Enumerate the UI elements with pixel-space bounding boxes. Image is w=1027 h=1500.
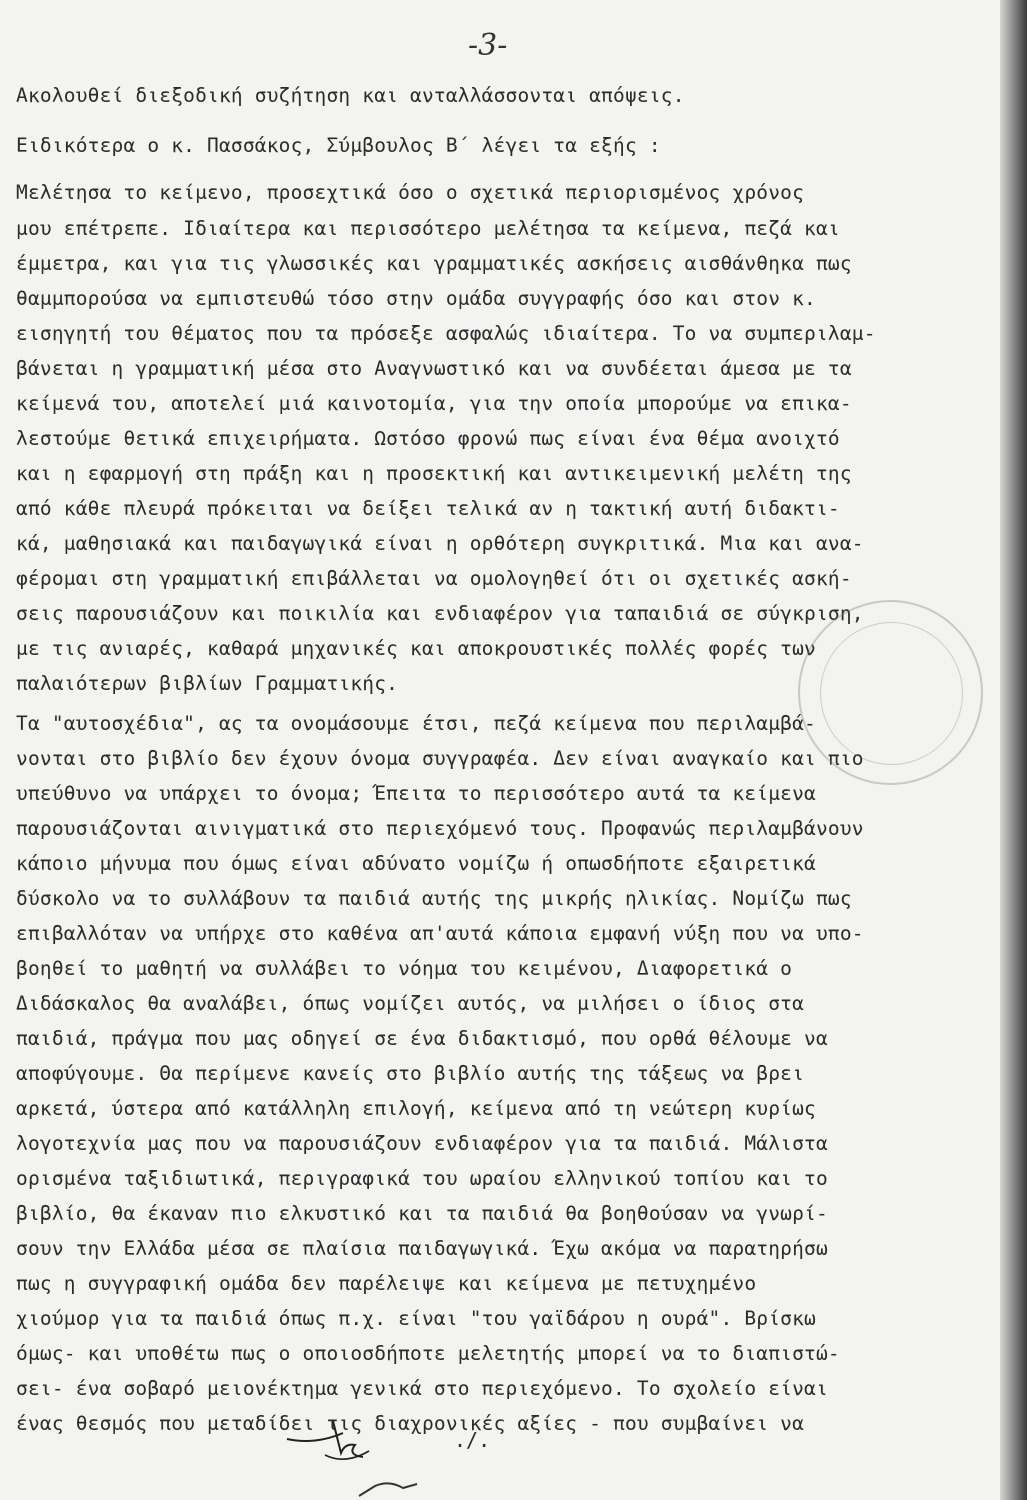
text-line: ορισμένα ταξιδιωτικά, περιγραφικά του ωραίου ελληνικού τοπίου και το [16,1167,828,1190]
text-line: βάνεται η γραμματική μέσα στο Αναγνωστικό και να συνδέεται άμεσα με τα [16,357,852,380]
text-line: λογοτεχνία μας που να παρουσιάζουν ενδιαφέρον για τα παιδιά. Μάλιστα [16,1132,828,1155]
page-number: -3- [468,28,508,63]
text-line: Μελέτησα το κείμενο, προσεχτικά όσο ο σχετικά περιορισμένος χρόνος [16,181,805,204]
text-line: μου επέτρεπε. Ιδιαίτερα και περισσότερο μελέτησα τα κείμενα, πεζά και [16,217,840,240]
text-line: παιδιά, πράγμα που μας οδηγεί σε ένα διδακτισμό, που ορθά θέλουμε να [16,1027,828,1050]
text-line: κά, μαθησιακά και παιδαγωγικά είναι η ορθότερη συγκριτικά. Μια και ανα- [16,532,864,555]
text-line: εισηγητή του θέματος που τα πρόσεξε ασφαλώς ιδιαίτερα. Το να συμπεριλαμ- [16,322,876,345]
text-line: λεστούμε θετικά επιχειρήματα. Ωστόσο φρονώ πως είναι ένα θέμα ανοιχτό [16,427,840,450]
text-line: κείμενά του, αποτελεί μιά καινοτομία, για την οποία μπορούμε να επικα- [16,392,852,415]
text-line: και η εφαρμογή στη πράξη και η προσεκτική και αντικειμενική μελέτη της [16,462,852,485]
text-line: βιβλίο, θα έκαναν πιο ελκυστικό και τα παιδιά θα βοηθούσαν να γνωρί- [16,1202,828,1225]
text-line: φέρομαι στη γραμματική επιβάλλεται να ομολογηθεί ότι οι σχετικές ασκή- [16,567,852,590]
text-line: χιούμορ για τα παιδιά όπως π.χ. είναι "του γαϊδάρου η ουρά". Βρίσκω [16,1307,816,1330]
text-line: έμμετρα, και για τις γλωσσικές και γραμματικές ασκήσεις αισθάνθηκα πως [16,252,852,275]
text-line: από κάθε πλευρά πρόκειται να δείξει τελικά αν η τακτική αυτή διδακτι- [16,497,840,520]
seal-stamp [798,600,983,785]
text-line: σεις παρουσιάζουν και ποικιλία και ενδιαφέρον για ταπαιδιά σε σύγκριση, [16,602,864,625]
text-line: αποφύγουμε. Θα περίμενε κανείς στο βιβλίο αυτής της τάξεως να βρει [16,1062,805,1085]
text-line: με τις ανιαρές, καθαρά μηχανικές και αποκρουστικές πολλές φορές των [16,637,816,660]
text-line: πως η συγγραφική ομάδα δεν παρέλειψε και κείμενα με πετυχημένο [16,1272,757,1295]
text-line: υπεύθυνο να υπάρχει το όνομα; Έπειτα το περισσότερο αυτά τα κείμενα [16,782,816,805]
text-line: ένας θεσμός που μεταδίδει τις διαχρονικές αξίες - που συμβαίνει να [16,1412,805,1435]
text-line: Ειδικότερα ο κ. Πασσάκος, Σύμβουλος Β΄ λέγει τα εξής : [16,134,661,157]
text-line: παρουσιάζονται αινιγματικά στο περιεχόμενό τους. Προφανώς περιλαμβάνουν [16,817,864,840]
text-line: νονται στο βιβλίο δεν έχουν όνομα συγγραφέα. Δεν είναι αναγκαίο και πιο [16,747,864,770]
text-line: Ακολουθεί διεξοδική συζήτηση και ανταλλάσσονται απόψεις. [16,84,685,107]
end-mark: ./. [454,1428,491,1452]
signature [285,1415,375,1465]
text-line: δύσκολο να το συλλάβουν τα παιδιά αυτής της μικρής ηλικίας. Νομίζω πως [16,887,852,910]
text-line: Διδάσκαλος θα αναλάβει, όπως νομίζει αυτός, να μιλήσει ο ίδιος στα [16,992,805,1015]
text-line: Τα "αυτοσχέδια", ας τα ονομάσουμε έτσι, πεζά κείμενα που περιλαμβά- [16,712,816,735]
text-line: θαμμπορούσα να εμπιστευθώ τόσο στην ομάδα συγγραφής όσο και στον κ. [16,287,816,310]
handwritten-mark [355,1478,425,1500]
text-line: αρκετά, ύστερα από κατάλληλη επιλογή, κείμενα από τη νεώτερη κυρίως [16,1097,816,1120]
text-line: σουν την Ελλάδα μέσα σε πλαίσια παιδαγωγικά. Έχω ακόμα να παρατηρήσω [16,1237,828,1260]
text-line: όμως- και υποθέτω πως ο οποιοσδήποτε μελετητής μπορεί να το διαπιστώ- [16,1342,840,1365]
text-line: βοηθεί το μαθητή να συλλάβει το νόημα του κειμένου, Διαφορετικά ο [16,957,793,980]
text-line: παλαιότερων βιβλίων Γραμματικής. [16,672,399,695]
text-line: κάποιο μήνυμα που όμως είναι αδύνατο νομίζω ή οπωσδήποτε εξαιρετικά [16,852,816,875]
page-edge [1000,0,1027,1500]
text-line: επιβαλλόταν να υπήρχε στο καθένα απ'αυτά κάποια εμφανή νύξη που να υπο- [16,922,864,945]
text-line: σει- ένα σοβαρό μειονέκτημα γενικά στο περιεχόμενο. Το σχολείο είναι [16,1377,828,1400]
